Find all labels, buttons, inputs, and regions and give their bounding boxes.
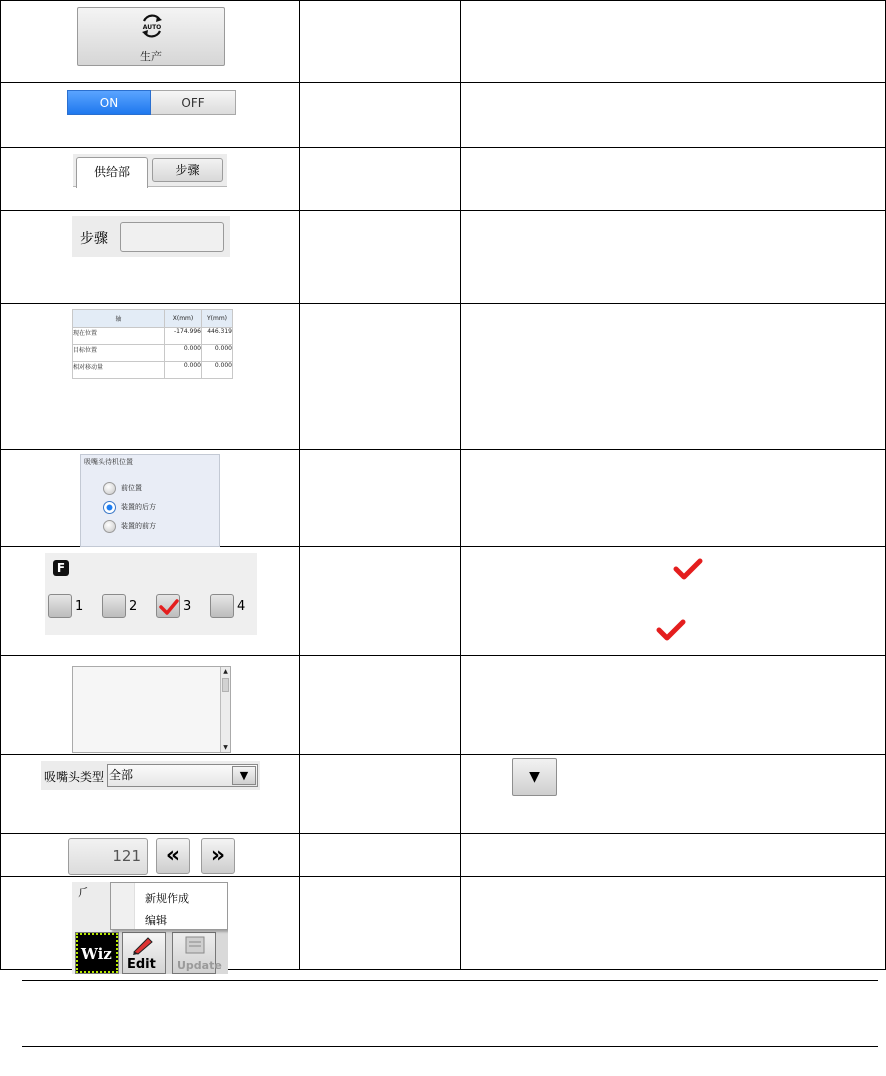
menu-item-new[interactable]: 新规作成 [145, 892, 189, 905]
checkmark-icon [654, 618, 688, 644]
axis-row [73, 362, 233, 379]
widget-cell [1, 834, 300, 877]
x-header: X(mm) [165, 310, 202, 328]
f-badge-icon: F [53, 560, 69, 576]
radio-button-selected[interactable] [103, 501, 116, 514]
widget-cell [1, 877, 300, 970]
radio-button[interactable] [103, 520, 116, 533]
dropdown-arrow-icon[interactable]: ▼ [232, 766, 256, 785]
desc-cell [300, 83, 461, 148]
widget-cell [1, 656, 300, 755]
checkbox-box[interactable] [210, 594, 234, 618]
table-row [1, 450, 886, 547]
widget-cell [1, 83, 300, 148]
y-header: Y(mm) [202, 310, 233, 328]
nozzle-type-dropdown-group [41, 761, 260, 790]
radio-option-front[interactable] [103, 481, 142, 495]
step-input[interactable] [120, 222, 224, 252]
widget-cell [1, 211, 300, 304]
axis-x-value: 0.000 [165, 345, 202, 362]
desc-cell [300, 656, 461, 755]
axis-y-value: 0.000 [202, 362, 233, 379]
table-row [1, 656, 886, 755]
checkbox-2[interactable] [102, 594, 137, 618]
desc-cell [300, 148, 461, 211]
widget-cell [1, 1, 300, 83]
tab-bar [73, 154, 227, 187]
checkbox-label: 1 [75, 598, 84, 614]
checkbox-label: 2 [129, 598, 138, 614]
update-icon-label: Update [177, 959, 222, 972]
menu-item-edit[interactable]: 编辑 [145, 914, 167, 927]
desc-cell [300, 1, 461, 83]
wizard-icon-label: Wiz [81, 945, 112, 963]
checkmark-icon [158, 597, 180, 617]
axis-x-value: 0.000 [165, 362, 202, 379]
desc-cell [461, 1, 886, 83]
scroll-down-icon[interactable]: ▼ [223, 744, 228, 751]
auto-button-label: 生产 [140, 50, 162, 63]
table-row [1, 304, 886, 450]
checkbox-box-checked[interactable] [156, 594, 180, 618]
auto-cycle-icon [139, 12, 165, 40]
radio-label: 装置的前方 [121, 522, 156, 530]
checkbox-4[interactable] [210, 594, 245, 618]
scroll-up-icon[interactable]: ▲ [223, 668, 228, 675]
widget-cell [1, 547, 300, 656]
tab-supply[interactable]: 供给部 [76, 157, 148, 188]
scroll-thumb[interactable] [222, 678, 229, 692]
table-row [1, 148, 886, 211]
step-field-group [72, 216, 230, 257]
desc-cell [461, 656, 886, 755]
radio-label: 装置的后方 [121, 503, 156, 511]
next-page-button[interactable]: » [201, 838, 235, 874]
footnote-rule-top [22, 980, 878, 981]
page-number-field[interactable]: 121 [68, 838, 148, 875]
desc-cell [300, 834, 461, 877]
desc-cell [300, 877, 461, 970]
document-icon [183, 935, 207, 955]
table-row [1, 755, 886, 834]
table-row [1, 83, 886, 148]
auto-text: AUTO [142, 24, 162, 31]
dropdown-arrow-icon: ▼ [512, 758, 557, 796]
table-row [1, 211, 886, 304]
wizard-icon[interactable] [75, 932, 119, 974]
axis-row-name: 目标位置 [73, 345, 165, 362]
background-label: ⺁ [78, 886, 89, 899]
checkbox-1[interactable] [48, 594, 83, 618]
checkbox-panel [45, 553, 257, 635]
desc-cell [300, 211, 461, 304]
dropdown-value: 全部 [109, 768, 134, 782]
toggle-off-button[interactable]: OFF [151, 90, 236, 115]
table-row [1, 834, 886, 877]
checkbox-box[interactable] [48, 594, 72, 618]
desc-cell [300, 547, 461, 656]
prev-page-button[interactable]: « [156, 838, 190, 874]
desc-cell [461, 755, 886, 834]
radio-label: 前位置 [121, 484, 142, 492]
desc-cell [300, 755, 461, 834]
axis-row-name: 相对移动量 [73, 362, 165, 379]
edit-icon[interactable] [122, 932, 166, 974]
edit-icon-label: Edit [127, 957, 156, 972]
nozzle-type-select[interactable] [107, 764, 258, 787]
axis-header: 轴 [73, 310, 165, 328]
radio-group-title: 吸嘴头待机位置 [84, 458, 133, 466]
radio-option-rear[interactable] [103, 500, 156, 514]
desc-cell [300, 450, 461, 547]
desc-cell [461, 211, 886, 304]
text-area[interactable] [72, 666, 231, 753]
axis-row [73, 345, 233, 362]
checkbox-box[interactable] [102, 594, 126, 618]
axis-position-table [72, 309, 233, 379]
axis-y-value: 0.000 [202, 345, 233, 362]
nozzle-standby-radio-group [80, 454, 220, 547]
table-row [1, 1, 886, 83]
footnote-rule-bottom [22, 1046, 878, 1047]
context-menu-scene [72, 882, 228, 974]
on-off-toggle[interactable] [67, 90, 236, 115]
dropdown-label: 吸嘴头类型 [44, 770, 105, 784]
widget-cell [1, 148, 300, 211]
radio-option-front-of-device[interactable] [103, 519, 156, 533]
axis-y-value: 446.319 [202, 328, 233, 345]
table-row [1, 877, 886, 970]
pencil-icon [131, 935, 155, 955]
step-field-label: 步骤 [80, 231, 108, 247]
tab-step[interactable]: 步骤 [152, 158, 223, 182]
widget-cell [1, 450, 300, 547]
vertical-scrollbar[interactable] [220, 667, 230, 752]
desc-cell [300, 304, 461, 450]
radio-button[interactable] [103, 482, 116, 495]
toggle-on-button[interactable]: ON [67, 90, 151, 115]
axis-row-name: 现在位置 [73, 328, 165, 345]
update-icon[interactable] [172, 932, 222, 974]
desc-cell [461, 148, 886, 211]
desc-cell [461, 83, 886, 148]
checkbox-label: 4 [237, 598, 246, 614]
desc-cell [461, 450, 886, 547]
auto-production-button[interactable] [77, 7, 225, 66]
checkbox-label: 3 [183, 598, 192, 614]
checkmark-icon [671, 557, 705, 583]
checkbox-3[interactable] [156, 594, 191, 618]
widget-cell [1, 755, 300, 834]
desc-cell [461, 834, 886, 877]
menu-gutter [111, 883, 135, 929]
desc-cell [461, 547, 886, 656]
desc-cell [461, 304, 886, 450]
axis-row [73, 328, 233, 345]
desc-cell [461, 877, 886, 970]
table-row [1, 547, 886, 656]
context-menu [110, 882, 228, 930]
widget-cell [1, 304, 300, 450]
axis-x-value: -174.996 [165, 328, 202, 345]
